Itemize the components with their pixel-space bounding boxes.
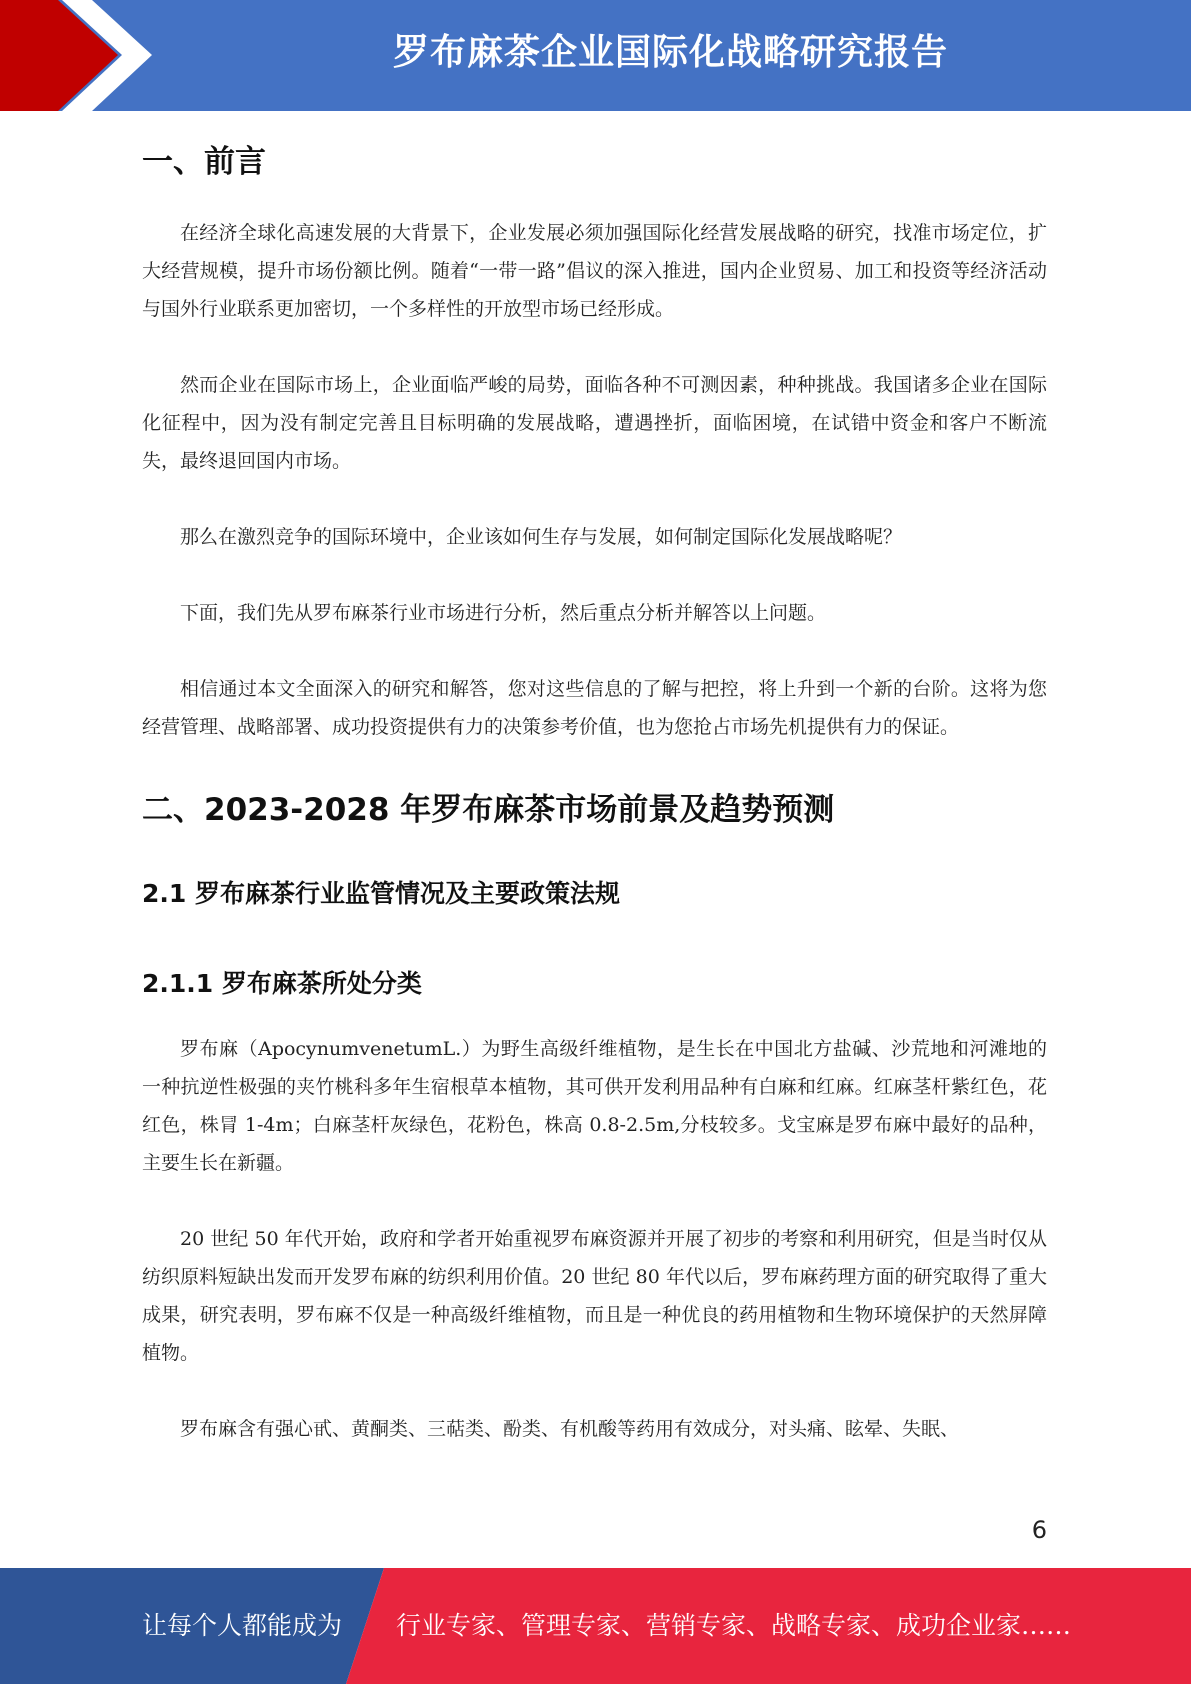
paragraph: 罗布麻（ApocynumvenetumL.）为野生高级纤维植物，是生长在中国北方盐碱、沙荒地和河滩地的一种抗逆性极强的夹竹桃科多年生宿根草本植物，其可供开发利用品种有白麻和红麻。红麻茎杆紫红色，花红色，株冐 1-4m；白麻茎杆灰绿色，花粉色，株高 0.8-2.5m,分枝较多。戈宝麻是罗布麻中最好的品种，主要生长在新疆。: [142, 1038, 1047, 1174]
page-number: 6: [1031, 1516, 1047, 1544]
page-header: [0, 0, 1191, 111]
paragraph: 相信通过本文全面深入的研究和解答，您对这些信息的了解与把控，将上升到一个新的台阶。这将为您经营管理、战略部署、成功投资提供有力的决策参考价值，也为您抢占市场先机提供有力的保证。: [142, 678, 1047, 738]
footer-slogan-right: 行业专家、管理专家、营销专家、战略专家、成功企业家……: [396, 1611, 1072, 1640]
paragraph: 下面，我们先从罗布麻茶行业市场进行分析，然后重点分析并解答以上问题。: [180, 602, 827, 624]
footer-slogan-left: 让每个人都能成为: [142, 1611, 343, 1640]
subsubsection-heading: 2.1.1 罗布麻茶所处分类: [142, 969, 422, 998]
paragraph: 20 世纪 50 年代开始，政府和学者开始重视罗布麻资源并开展了初步的考察和利用研究，但是当时仅从纺织原料短缺出发而开发罗布麻的纺织利用价值。20 世纪 80 年代以后，罗布麻药理方面的研究取得了重大成果，研究表明，罗布麻不仅是一种高级纤维植物，而且是一种优良的药用植物和生物环境保护的天然屏障植物。: [142, 1228, 1047, 1364]
section-heading-preface: 一、前言: [142, 144, 266, 180]
page-footer: [0, 1568, 1191, 1684]
subsection-heading: 2.1 罗布麻茶行业监管情况及主要政策法规: [142, 879, 620, 908]
paragraph: 在经济全球化高速发展的大背景下，企业发展必须加强国际化经营发展战略的研究，找准市场定位，扩大经营规模，提升市场份额比例。随着“一带一路”倡议的深入推进，国内企业贸易、加工和投资等经济活动与国外行业联系更加密切，一个多样性的开放型市场已经形成。: [142, 222, 1047, 320]
paragraph: 然而企业在国际市场上，企业面临严峻的局势，面临各种不可测因素，种种挑战。我国诸多企业在国际化征程中，因为没有制定完善且目标明确的发展战略，遭遇挫折，面临困境，在试错中资金和客户不断流失，最终退回国内市场。: [142, 374, 1047, 472]
section-heading-forecast: 二、2023-2028 年罗布麻茶市场前景及趋势预测: [142, 792, 835, 828]
paragraph: 罗布麻含有强心甙、黄酮类、三萜类、酚类、有机酸等药用有效成分，对头痛、眩晕、失眠、: [180, 1418, 960, 1440]
document-title: 罗布麻茶企业国际化战略研究报告: [392, 32, 948, 73]
page-content: [142, 134, 1047, 1448]
paragraph: 那么在激烈竞争的国际环境中，企业该如何生存与发展，如何制定国际化发展战略呢？: [180, 526, 903, 548]
